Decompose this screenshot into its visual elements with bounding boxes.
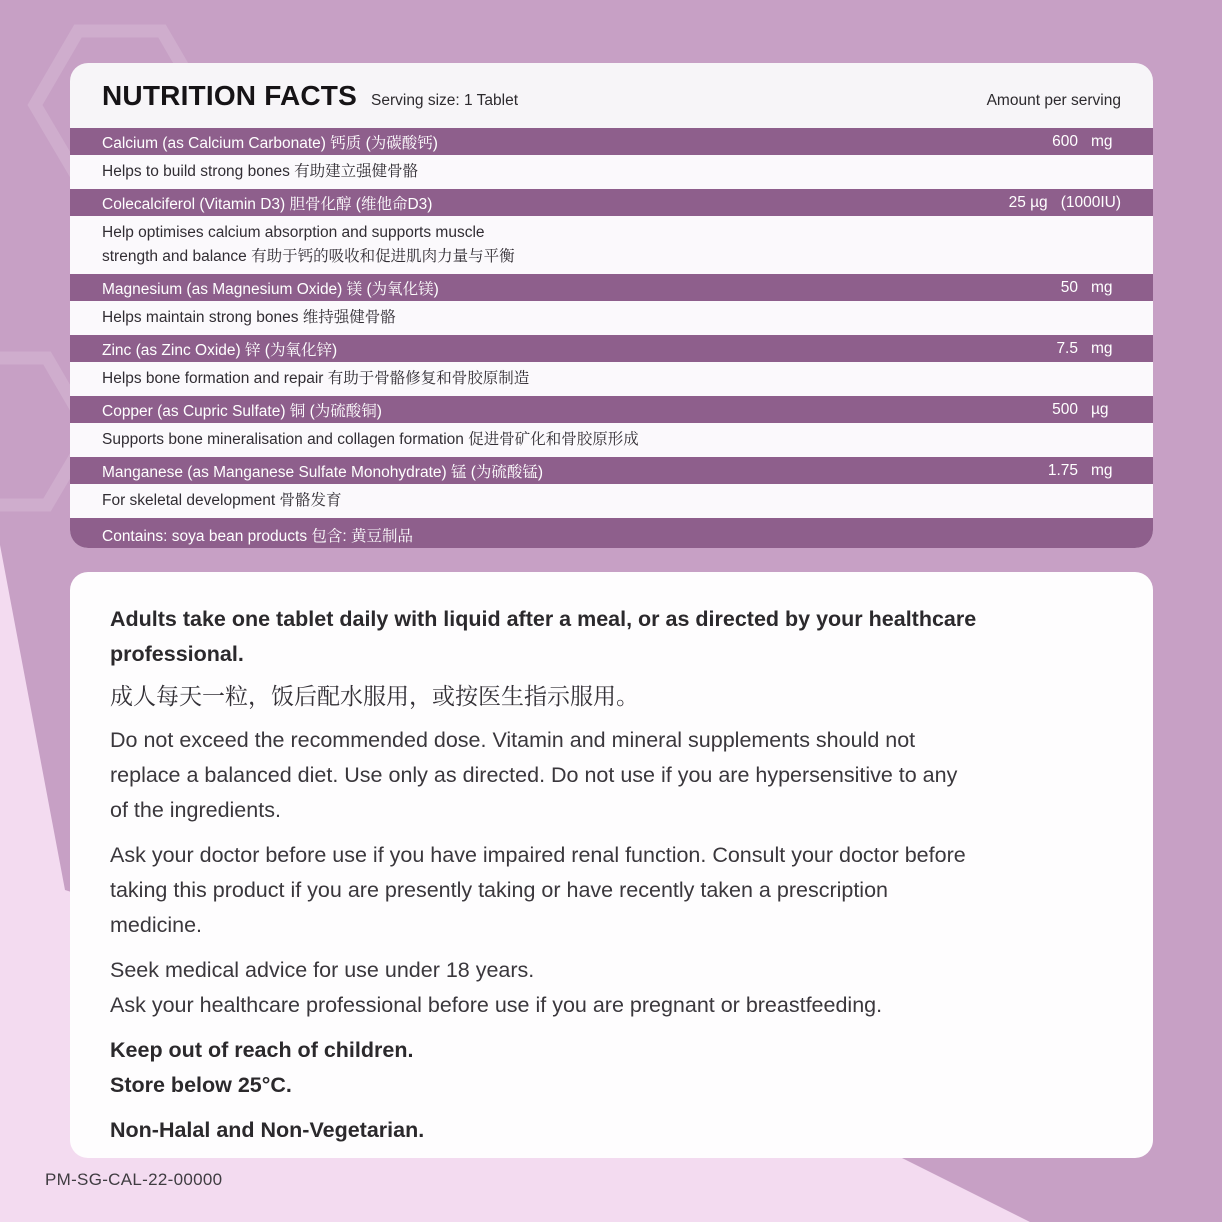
nutrient-row-vitamin-d3 — [70, 189, 1153, 216]
description-line: Helps to build strong bones 有助建立强健骨骼 — [102, 163, 419, 180]
text-line: replace a balanced diet. Use only as directed. Do not use if you are hypersensitive to any — [110, 763, 958, 787]
warning-dose — [110, 723, 1098, 828]
serving-size-label: Serving size: 1 Tablet — [371, 92, 519, 109]
nutrient-description-magnesium — [70, 301, 1153, 335]
nutrient-description-calcium — [70, 155, 1153, 189]
amount-per-serving-label: Amount per serving — [986, 92, 1121, 109]
nutrition-facts-panel — [70, 63, 1153, 548]
directions-panel — [70, 572, 1153, 1158]
nutrient-value: 7.5 — [1056, 339, 1078, 357]
text-line: Ask your doctor before use if you have impaired renal function. Consult your doctor before — [110, 843, 966, 867]
nutrient-unit: mg — [1091, 278, 1113, 296]
text-line: taking this product if you are presently taking or have recently taken a prescription — [110, 878, 888, 902]
dosage-instruction-en — [110, 602, 1098, 672]
text-line: professional. — [110, 642, 244, 666]
nutrient-unit: mg — [1091, 132, 1113, 150]
nutrient-unit: µg — [1091, 400, 1109, 418]
nutrient-name: Colecalciferol (Vitamin D3) 胆骨化醇 (维他命D3) — [102, 195, 433, 213]
nutrient-row-calcium — [70, 128, 1153, 155]
description-line: For skeletal development 骨骼发育 — [102, 492, 342, 509]
storage-instructions — [110, 1033, 1098, 1103]
nutrient-description-vitamin-d3 — [70, 216, 1153, 274]
description-line: Supports bone mineralisation and collagen formation 促进骨矿化和骨胶原形成 — [102, 431, 639, 448]
medical-advice — [110, 953, 1098, 1023]
text-line: Seek medical advice for use under 18 years. — [110, 958, 535, 982]
nutrient-row-magnesium — [70, 274, 1153, 301]
nutrient-amount — [1009, 194, 1121, 212]
nutrient-amount — [1061, 279, 1121, 297]
allergen-row — [70, 518, 1153, 548]
nutrient-name: Magnesium (as Magnesium Oxide) 镁 (为氧化镁) — [102, 280, 439, 298]
nutrient-value: 500 — [1052, 400, 1078, 418]
nutrient-unit: mg — [1091, 339, 1113, 357]
text-line: of the ingredients. — [110, 798, 281, 822]
nutrient-description-zinc — [70, 362, 1153, 396]
nutrient-row-zinc — [70, 335, 1153, 362]
text-line: Store below 25°C. — [110, 1073, 292, 1097]
warning-doctor — [110, 838, 1098, 943]
nutrient-value: 600 — [1052, 132, 1078, 150]
text-line: Keep out of reach of children. — [110, 1038, 414, 1062]
nutrient-amount — [1056, 340, 1121, 358]
nutrient-name: Copper (as Cupric Sulfate) 铜 (为硫酸铜) — [102, 402, 382, 420]
text-line: Adults take one tablet daily with liquid after a meal, or as directed by your healthcare — [110, 607, 977, 631]
nutrient-amount — [1048, 462, 1121, 480]
nutrient-row-manganese — [70, 457, 1153, 484]
allergen-text: Contains: soya bean products 包含: 黄豆制品 — [102, 528, 413, 545]
nutrient-row-copper — [70, 396, 1153, 423]
description-line: strength and balance 有助于钙的吸收和促进肌肉力量与平衡 — [102, 248, 515, 265]
nutrient-amount — [1052, 401, 1121, 419]
description-line: Help optimises calcium absorption and supports muscle — [102, 224, 485, 241]
nutrient-description-manganese — [70, 484, 1153, 518]
nutrition-title: NUTRITION FACTS — [102, 80, 357, 111]
nutrient-unit: mg — [1091, 461, 1113, 479]
nutrient-name: Zinc (as Zinc Oxide) 锌 (为氧化锌) — [102, 341, 338, 359]
text-line: Ask your healthcare professional before use if you are pregnant or breastfeeding. — [110, 993, 883, 1017]
nutrient-amount — [1052, 133, 1121, 151]
nutrient-name: Calcium (as Calcium Carbonate) 钙质 (为碳酸钙) — [102, 134, 438, 152]
nutrition-header — [70, 63, 1153, 128]
nutrient-name: Manganese (as Manganese Sulfate Monohydrate) 锰 (为硫酸锰) — [102, 463, 544, 481]
nutrient-value: 1.75 — [1047, 461, 1078, 479]
text-line: Do not exceed the recommended dose. Vitamin and mineral supplements should not — [110, 728, 916, 752]
description-line: Helps bone formation and repair 有助于骨骼修复和骨胶原制造 — [102, 370, 530, 387]
dietary-note: Non-Halal and Non-Vegetarian. — [110, 1118, 425, 1142]
nutrient-unit: (1000IU) — [1060, 193, 1121, 211]
dosage-instruction-zh: 成人每天一粒，饭后配水服用，或按医生指示服用。 — [110, 683, 639, 709]
description-line: Helps maintain strong bones 维持强健骨骼 — [102, 309, 396, 326]
nutrient-description-copper — [70, 423, 1153, 457]
nutrient-value: 50 — [1060, 278, 1078, 296]
text-line: medicine. — [110, 913, 203, 937]
nutrient-value: 25 µg — [1008, 193, 1048, 211]
product-code: PM-SG-CAL-22-00000 — [45, 1170, 223, 1189]
